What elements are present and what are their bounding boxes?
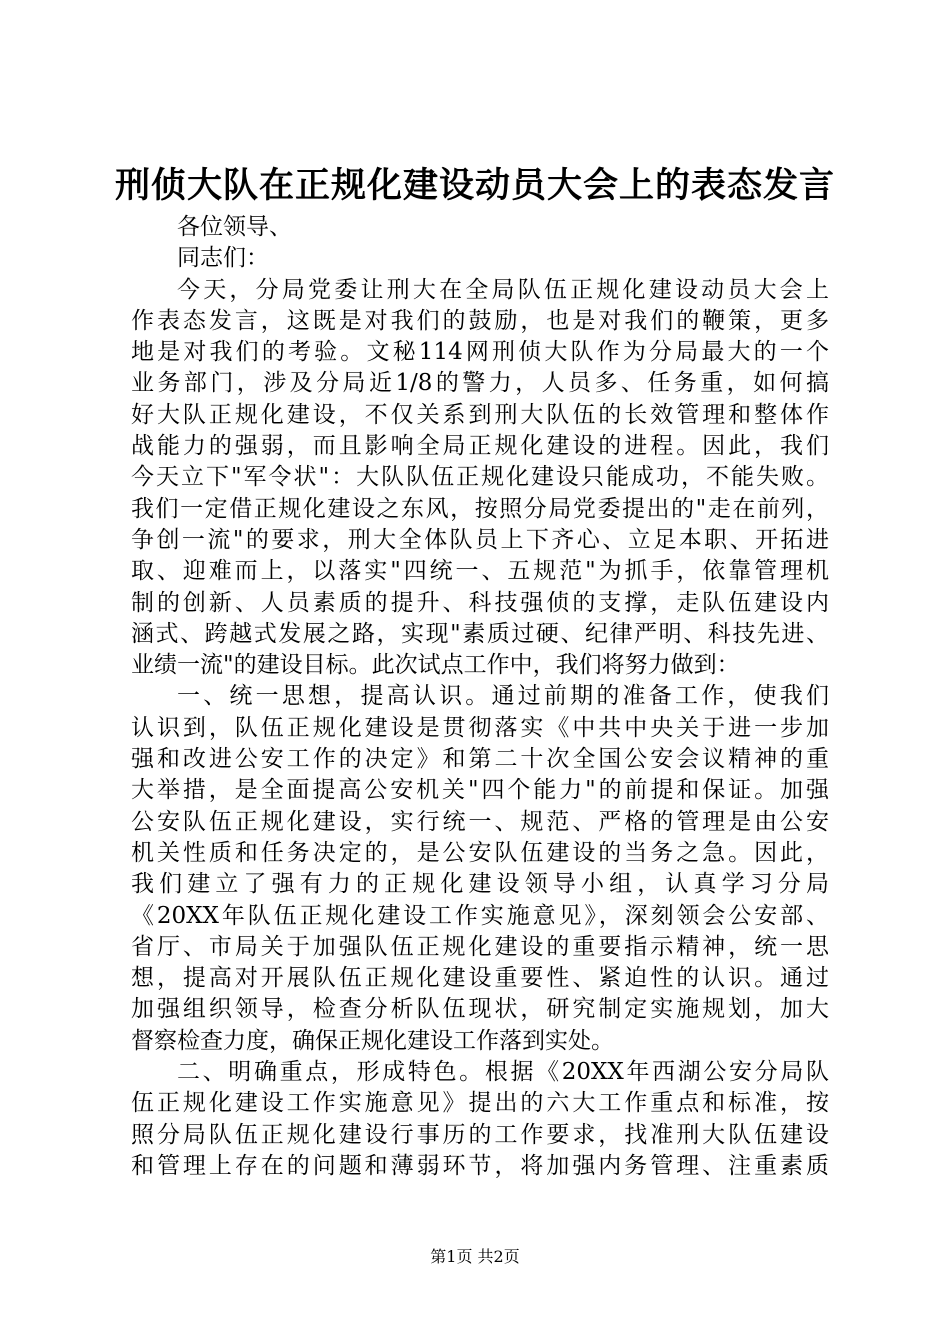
text-line: 取、迎难而上，以落实"四统一、五规范"为抓手，依靠管理机	[131, 558, 829, 585]
text-line: 伍正规化建设工作实施意见》提出的六大工作重点和标准，按	[131, 1090, 829, 1117]
text-line: 机关性质和任务决定的，是公安队伍建设的当务之急。因此，	[131, 839, 829, 866]
text-line: 省厅、市局关于加强队伍正规化建设的重要指示精神，统一思	[131, 933, 829, 960]
text-line: 想，提高对开展队伍正规化建设重要性、紧迫性的认识。通过	[131, 965, 829, 992]
text-line: 二、明确重点，形成特色。根据《20XX年西湖公安分局队	[177, 1059, 829, 1086]
text-line: 业绩一流"的建设目标。此次试点工作中，我们将努力做到：	[131, 652, 740, 679]
text-line: 《20XX年队伍正规化建设工作实施意见》，深刻领会公安部、	[131, 902, 829, 929]
text-line: 强和改进公安工作的决定》和第二十次全国公安会议精神的重	[131, 746, 829, 773]
text-line: 大举措，是全面提高公安机关"四个能力"的前提和保证。加强	[131, 777, 829, 804]
text-line: 一、统一思想，提高认识。通过前期的准备工作，使我们	[177, 683, 829, 710]
text-line: 认识到，队伍正规化建设是贯彻落实《中共中央关于进一步加	[131, 714, 829, 741]
text-line: 战能力的强弱，而且影响全局正规化建设的进程。因此，我们	[131, 433, 829, 460]
document-body	[131, 212, 829, 1182]
text-line: 好大队正规化建设，不仅关系到刑大队伍的长效管理和整体作	[131, 401, 829, 428]
text-line: 督察检查力度，确保正规化建设工作落到实处。	[131, 1027, 614, 1054]
text-line: 同志们：	[177, 245, 269, 272]
text-line: 加强组织领导，检查分析队伍现状，研究制定实施规划，加大	[131, 996, 829, 1023]
text-line: 我们建立了强有力的正规化建设领导小组，认真学习分局	[131, 871, 829, 898]
text-line: 涵式、跨越式发展之路，实现"素质过硬、纪律严明、科技先进、	[131, 620, 829, 647]
text-line: 业务部门，涉及分局近1/8的警力，人员多、任务重，如何搞	[131, 370, 829, 397]
page-footer: 第1页 共2页	[430, 1247, 520, 1266]
document-title: 刑侦大队在正规化建设动员大会上的表态发言	[114, 165, 835, 206]
text-line: 制的创新、人员素质的提升、科技强侦的支撑，走队伍建设内	[131, 589, 829, 616]
text-line: 作表态发言，这既是对我们的鼓励，也是对我们的鞭策，更多	[131, 307, 829, 334]
text-line: 今天，分局党委让刑大在全局队伍正规化建设动员大会上	[177, 276, 829, 303]
text-line: 争创一流"的要求，刑大全体队员上下齐心、立足本职、开拓进	[131, 526, 829, 553]
text-line: 今天立下"军令状"：大队队伍正规化建设只能成功，不能失败。	[131, 464, 829, 491]
text-line: 地是对我们的考验。文秘114网刑侦大队作为分局最大的一个	[131, 339, 829, 366]
text-line: 各位领导、	[177, 214, 292, 240]
text-line: 公安队伍正规化建设，实行统一、规范、严格的管理是由公安	[131, 808, 829, 835]
text-line: 我们一定借正规化建设之东风，按照分局党委提出的"走在前列，	[131, 495, 829, 522]
text-line: 照分局队伍正规化建设行事历的工作要求，找准刑大队伍建设	[131, 1121, 829, 1148]
text-line: 和管理上存在的问题和薄弱环节，将加强内务管理、注重素质	[131, 1152, 829, 1179]
